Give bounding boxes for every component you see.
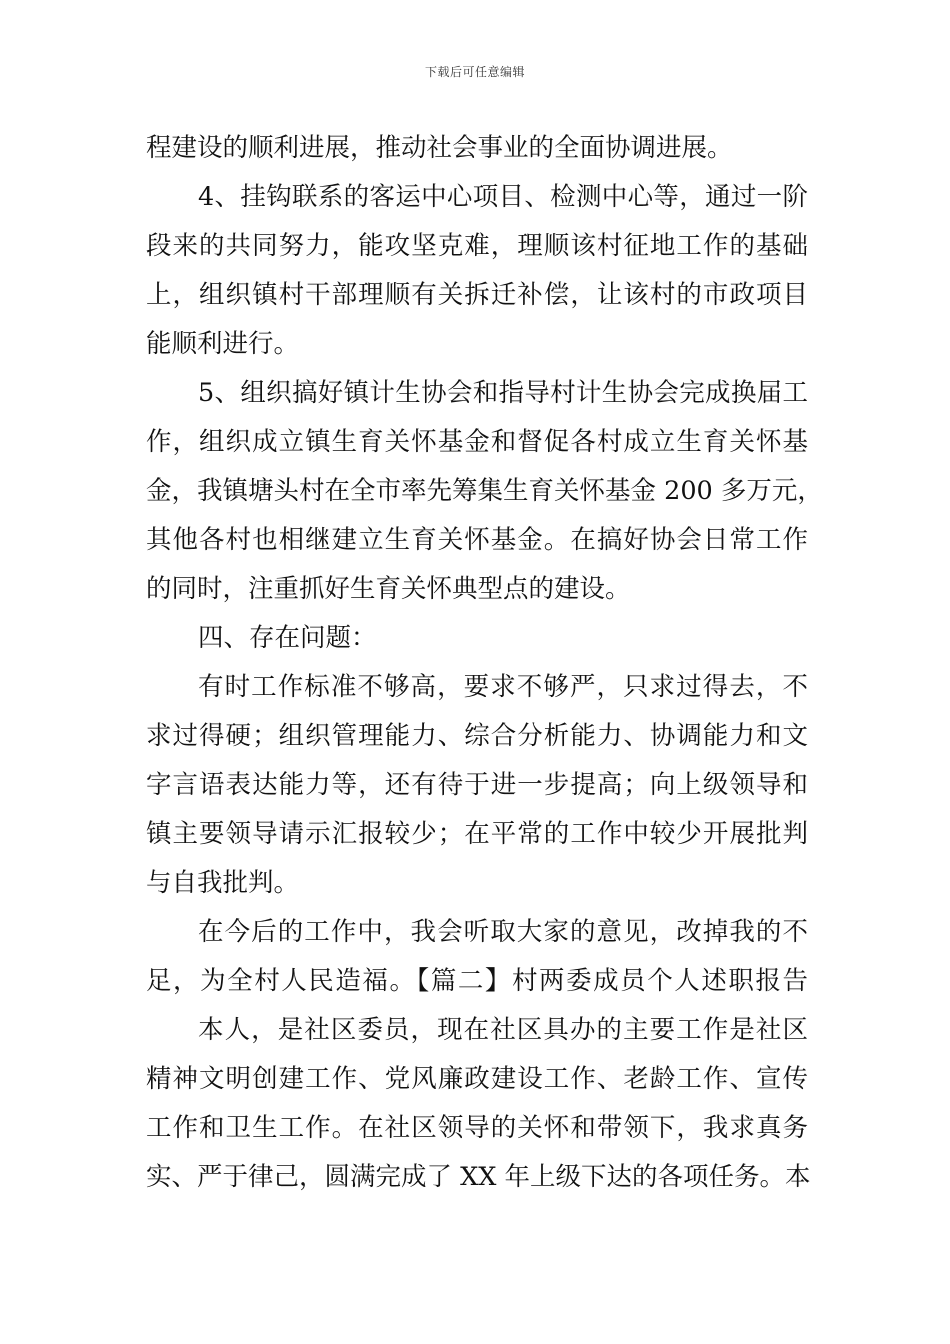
body-text [146, 124, 823, 1202]
text-line: 程建设的顺利进展，推动社会事业的全面协调进展。 [146, 133, 733, 163]
paragraph-start-line: 本人，是社区委员，现在社区具办的主要工作是社区 [198, 1015, 808, 1045]
text-line: 上，组织镇村干部理顺有关拆迁补偿，让该村的市政项目 [146, 280, 808, 310]
paragraph-start-line: 4、挂钩联系的客运中心项目、检测中心等，通过一阶 [198, 182, 808, 212]
text-line: 金，我镇塘头村在全市率先筹集生育关怀基金 200 多万元， [146, 476, 823, 506]
text-line: 镇主要领导请示汇报较少；在平常的工作中较少开展批判 [146, 819, 808, 849]
text-line: 能顺利进行。 [146, 329, 300, 359]
text-line: 实、严于律己，圆满完成了 XX 年上级下达的各项任务。本 [146, 1162, 811, 1192]
paragraph-start-line: 有时工作标准不够高，要求不够严，只求过得去，不 [198, 672, 808, 702]
text-line: 的同时，注重抓好生育关怀典型点的建设。 [146, 574, 631, 604]
page-header: 下载后可任意编辑 [424, 65, 525, 79]
text-line: 工作和卫生工作。在社区领导的关怀和带领下，我求真务 [146, 1113, 808, 1143]
text-line: 其他各村也相继建立生育关怀基金。在搞好协会日常工作 [146, 525, 808, 555]
text-line: 精神文明创建工作、党风廉政建设工作、老龄工作、宣传 [146, 1064, 808, 1094]
text-line: 足，为全村人民造福。【篇二】村两委成员个人述职报告 [146, 966, 808, 996]
text-line: 求过得硬；组织管理能力、综合分析能力、协调能力和文 [146, 721, 808, 751]
paragraph-start-line: 5、组织搞好镇计生协会和指导村计生协会完成换届工 [198, 378, 808, 408]
text-line: 作，组织成立镇生育关怀基金和督促各村成立生育关怀基 [146, 427, 808, 457]
text-line: 段来的共同努力，能攻坚克难，理顺该村征地工作的基础 [146, 231, 808, 261]
text-line: 字言语表达能力等，还有待于进一步提高；向上级领导和 [146, 770, 808, 800]
text-line: 与自我批判。 [146, 868, 300, 898]
paragraph-start-line: 在今后的工作中，我会听取大家的意见，改掉我的不 [198, 917, 808, 947]
section-heading: 四、存在问题： [198, 623, 377, 653]
